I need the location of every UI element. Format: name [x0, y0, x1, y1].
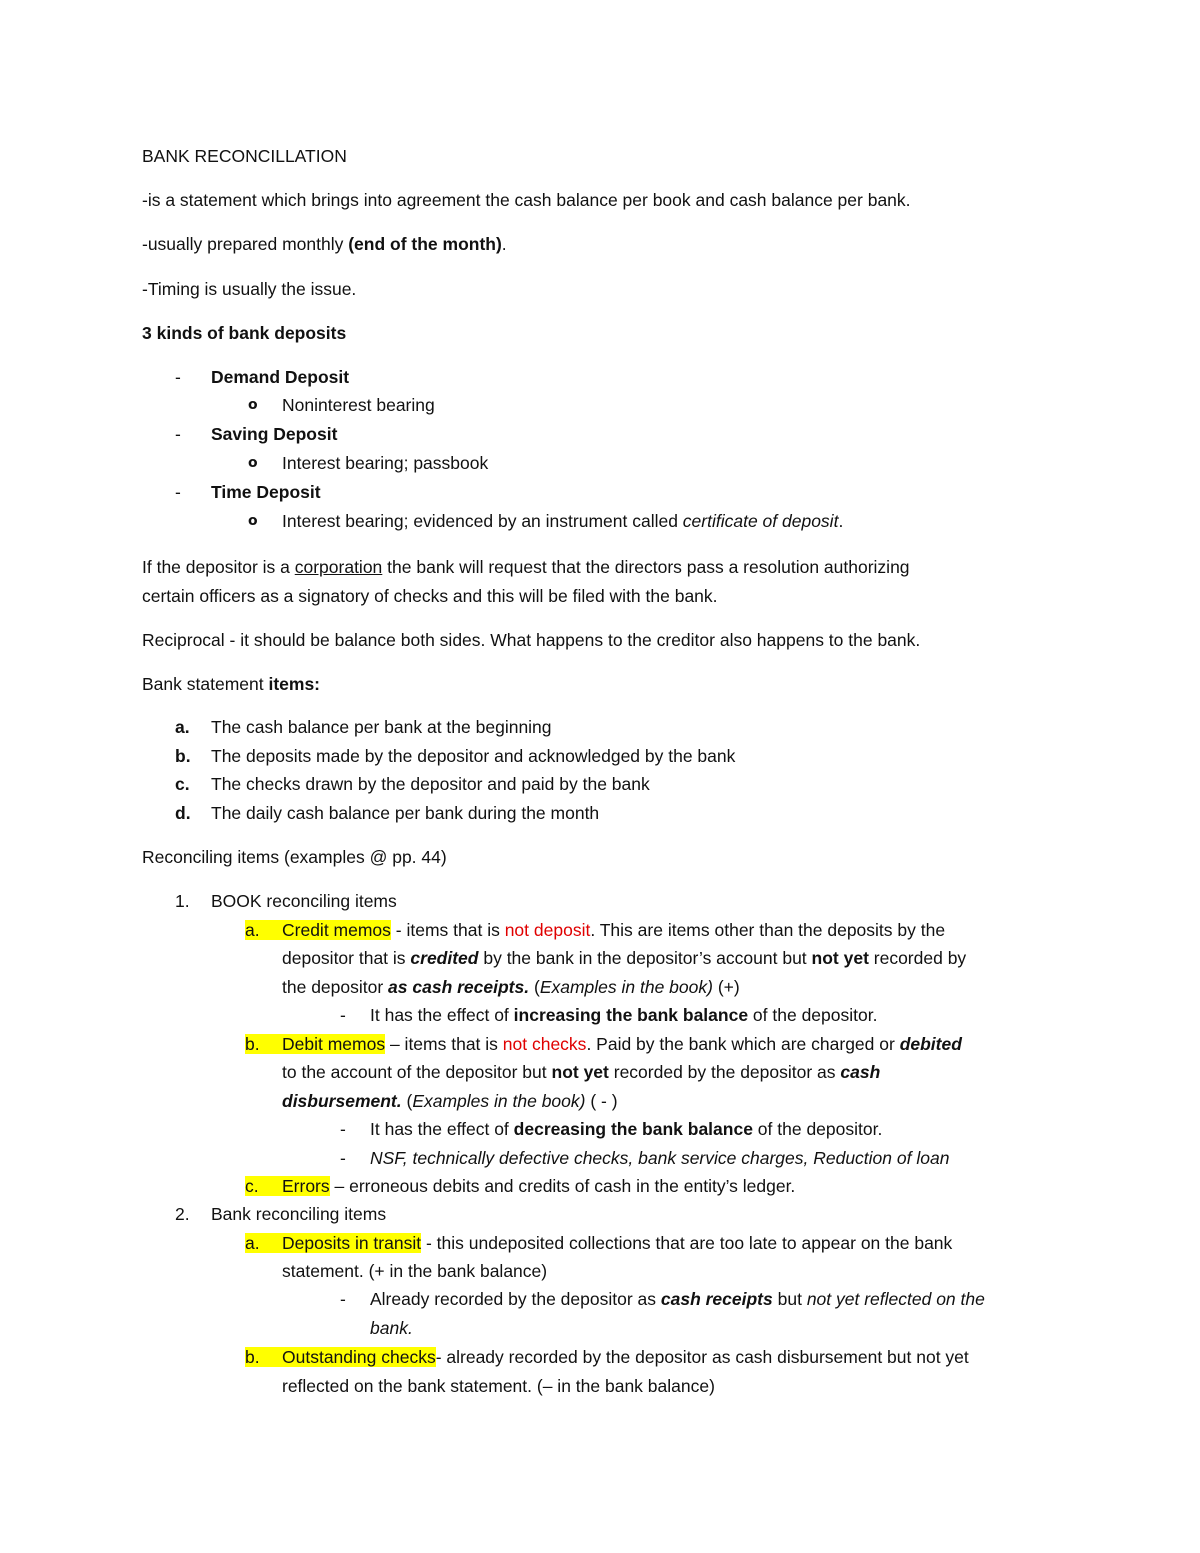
- list-item: The checks drawn by the depositor and paid by the bank: [211, 774, 650, 794]
- deposit-name: Demand Deposit: [211, 367, 350, 387]
- dash-marker: -: [340, 1005, 346, 1025]
- list-item: The cash balance per bank at the beginning: [211, 717, 552, 737]
- list-marker: c.: [245, 1175, 283, 1197]
- dash-marker: -: [175, 482, 181, 502]
- transit-line-2: statement. (+ in the bank balance): [282, 1261, 548, 1281]
- list-marker: a.: [245, 1232, 284, 1254]
- document-title: BANK RECONCILLATION: [142, 146, 347, 166]
- debit-memos-line-3: disbursement. (Examples in the book) ( - ): [282, 1091, 618, 1111]
- list-marker: b.: [245, 1033, 284, 1055]
- deposits-heading: 3 kinds of bank deposits: [142, 323, 347, 343]
- credit-memos-line-2: depositor that is credited by the bank in the depositor’s account but not yet recorded by: [282, 948, 967, 968]
- list-marker: 2.: [175, 1204, 190, 1224]
- intro-line-3: -Timing is usually the issue.: [142, 279, 357, 299]
- list-marker: a.: [245, 919, 284, 941]
- deposit-name: Saving Deposit: [211, 424, 338, 444]
- debit-memos-line-2: to the account of the depositor but not yet recorded by the depositor as cash: [282, 1062, 881, 1082]
- corporation-line-2: certain officers as a signatory of checks and this will be filed with the bank.: [142, 586, 718, 606]
- list-marker: b.: [245, 1346, 284, 1368]
- transit-note-line-2: bank.: [370, 1318, 413, 1338]
- debit-memos-line-1: Debit memos – items that is not checks. Paid by the bank which are charged or debited: [282, 1034, 962, 1054]
- intro-line-1: -is a statement which brings into agreement the cash balance per book and cash balance per bank.: [142, 190, 911, 210]
- bullet-marker: o: [248, 513, 258, 529]
- deposit-desc: Interest bearing; passbook: [282, 453, 489, 473]
- statement-heading: Bank statement items:: [142, 674, 321, 694]
- deposit-name: Time Deposit: [211, 482, 321, 502]
- list-marker: d.: [175, 803, 191, 823]
- dash-marker: -: [340, 1148, 346, 1168]
- dash-marker: -: [340, 1119, 346, 1139]
- debit-memos-effect: It has the effect of decreasing the bank balance of the depositor.: [370, 1119, 883, 1139]
- list-marker: c.: [175, 774, 190, 794]
- dash-marker: -: [175, 424, 181, 444]
- intro-line-2: -usually prepared monthly (end of the month).: [142, 234, 507, 254]
- bank-reconciling-label: Bank reconciling items: [211, 1204, 387, 1224]
- reciprocal-line: Reciprocal - it should be balance both sides. What happens to the creditor also happens to the bank.: [142, 630, 921, 650]
- corporation-line-1: If the depositor is a corporation the bank will request that the directors pass a resolution authorizing: [142, 557, 910, 577]
- bullet-marker: o: [248, 397, 258, 413]
- credit-memos-effect: It has the effect of increasing the bank balance of the depositor.: [370, 1005, 878, 1025]
- list-item: The deposits made by the depositor and acknowledged by the bank: [211, 746, 736, 766]
- list-marker: a.: [175, 717, 190, 737]
- errors-line: Errors – erroneous debits and credits of cash in the entity’s ledger.: [282, 1176, 796, 1196]
- book-reconciling-label: BOOK reconciling items: [211, 891, 397, 911]
- transit-note-line-1: Already recorded by the depositor as cash receipts but not yet reflected on the: [370, 1289, 985, 1309]
- dash-marker: -: [340, 1289, 346, 1309]
- debit-memos-examples: NSF, technically defective checks, bank service charges, Reduction of loan: [370, 1148, 950, 1168]
- transit-line-1: Deposits in transit - this undeposited collections that are too late to appear on the bank: [282, 1233, 953, 1253]
- credit-memos-line-3: the depositor as cash receipts. (Examples in the book) (+): [282, 977, 740, 997]
- dash-marker: -: [175, 367, 181, 387]
- outstanding-line-1: Outstanding checks- already recorded by the depositor as cash disbursement but not yet: [282, 1347, 969, 1367]
- credit-memos-line-1: Credit memos - items that is not deposit. This are items other than the deposits by the: [282, 920, 946, 940]
- deposit-desc: Noninterest bearing: [282, 395, 435, 415]
- bullet-marker: o: [248, 455, 258, 471]
- list-marker: b.: [175, 746, 191, 766]
- outstanding-line-2: reflected on the bank statement. (– in the bank balance): [282, 1376, 715, 1396]
- list-item: The daily cash balance per bank during the month: [211, 803, 600, 823]
- list-marker: 1.: [175, 891, 190, 911]
- reconciling-heading: Reconciling items (examples @ pp. 44): [142, 847, 447, 867]
- deposit-desc: Interest bearing; evidenced by an instrument called certificate of deposit.: [282, 511, 844, 531]
